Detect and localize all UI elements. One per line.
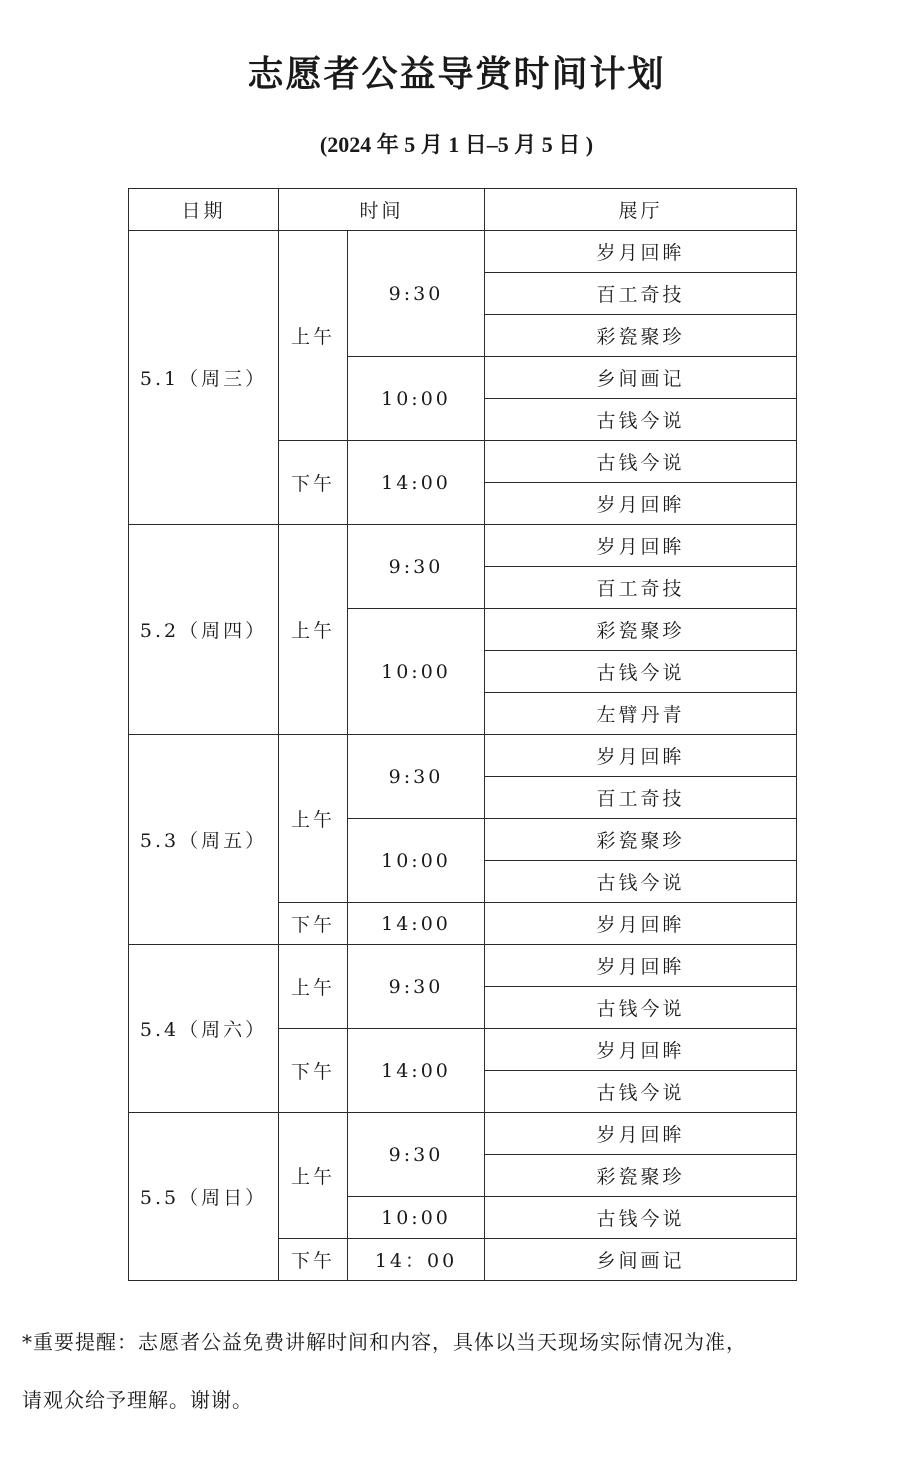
- hall-cell: 古钱今说: [485, 1197, 797, 1239]
- time-cell: 9:30: [348, 231, 485, 357]
- period-cell: 下午: [279, 1029, 348, 1113]
- date-cell: 5.1（周三）: [129, 231, 279, 525]
- time-cell: 14:00: [348, 1029, 485, 1113]
- period-cell: 下午: [279, 441, 348, 525]
- hall-cell: 古钱今说: [485, 861, 797, 903]
- hall-cell: 岁月回眸: [485, 903, 797, 945]
- hall-cell: 古钱今说: [485, 399, 797, 441]
- hall-cell: 古钱今说: [485, 987, 797, 1029]
- hall-cell: 乡间画记: [485, 357, 797, 399]
- date-cell: 5.5（周日）: [129, 1113, 279, 1281]
- time-cell: 10:00: [348, 1197, 485, 1239]
- hall-cell: 彩瓷聚珍: [485, 1155, 797, 1197]
- period-cell: 上午: [279, 231, 348, 441]
- reminder-line-2: 请观众给予理解。谢谢。: [22, 1388, 253, 1412]
- date-cell: 5.3（周五）: [129, 735, 279, 945]
- time-cell: 14:00: [348, 903, 485, 945]
- table-row: [129, 525, 797, 567]
- time-cell: 9:30: [348, 945, 485, 1029]
- time-cell: 10:00: [348, 819, 485, 903]
- period-cell: 上午: [279, 735, 348, 903]
- hall-cell: 岁月回眸: [485, 735, 797, 777]
- period-cell: 上午: [279, 1113, 348, 1239]
- schedule-table: [128, 188, 797, 1281]
- table-header-row: [129, 189, 797, 231]
- time-cell: 10:00: [348, 609, 485, 735]
- period-cell: 上午: [279, 945, 348, 1029]
- page-title: 志愿者公益导赏时间计划: [247, 53, 666, 95]
- hall-cell: 古钱今说: [485, 651, 797, 693]
- reminder-line-1: *重要提醒：志愿者公益免费讲解时间和内容，具体以当天现场实际情况为准，: [22, 1330, 747, 1354]
- time-cell: 9:30: [348, 1113, 485, 1197]
- hall-cell: 百工奇技: [485, 777, 797, 819]
- period-cell: 下午: [279, 1239, 348, 1281]
- reminder-note: [22, 1313, 902, 1429]
- header-date: 日期: [129, 189, 279, 231]
- time-cell: 14：00: [348, 1239, 485, 1281]
- header-hall: 展厅: [485, 189, 797, 231]
- hall-cell: 乡间画记: [485, 1239, 797, 1281]
- table-row: [129, 945, 797, 987]
- hall-cell: 岁月回眸: [485, 525, 797, 567]
- time-cell: 14:00: [348, 441, 485, 525]
- date-cell: 5.2（周四）: [129, 525, 279, 735]
- hall-cell: 百工奇技: [485, 273, 797, 315]
- date-cell: 5.4（周六）: [129, 945, 279, 1113]
- hall-cell: 古钱今说: [485, 441, 797, 483]
- time-cell: 10:00: [348, 357, 485, 441]
- hall-cell: 古钱今说: [485, 1071, 797, 1113]
- hall-cell: 岁月回眸: [485, 483, 797, 525]
- hall-cell: 彩瓷聚珍: [485, 819, 797, 861]
- time-cell: 9:30: [348, 525, 485, 609]
- table-row: [129, 1113, 797, 1155]
- period-cell: 上午: [279, 525, 348, 735]
- hall-cell: 彩瓷聚珍: [485, 609, 797, 651]
- hall-cell: 百工奇技: [485, 567, 797, 609]
- table-row: [129, 735, 797, 777]
- date-range-subtitle: (2024 年 5 月 1 日–5 月 5 日 ): [319, 132, 594, 157]
- hall-cell: 岁月回眸: [485, 1113, 797, 1155]
- table-row: [129, 231, 797, 273]
- schedule-body: [129, 231, 797, 1281]
- hall-cell: 岁月回眸: [485, 945, 797, 987]
- hall-cell: 岁月回眸: [485, 1029, 797, 1071]
- hall-cell: 岁月回眸: [485, 231, 797, 273]
- header-time: 时间: [279, 189, 485, 231]
- time-cell: 9:30: [348, 735, 485, 819]
- period-cell: 下午: [279, 903, 348, 945]
- hall-cell: 彩瓷聚珍: [485, 315, 797, 357]
- hall-cell: 左臂丹青: [485, 693, 797, 735]
